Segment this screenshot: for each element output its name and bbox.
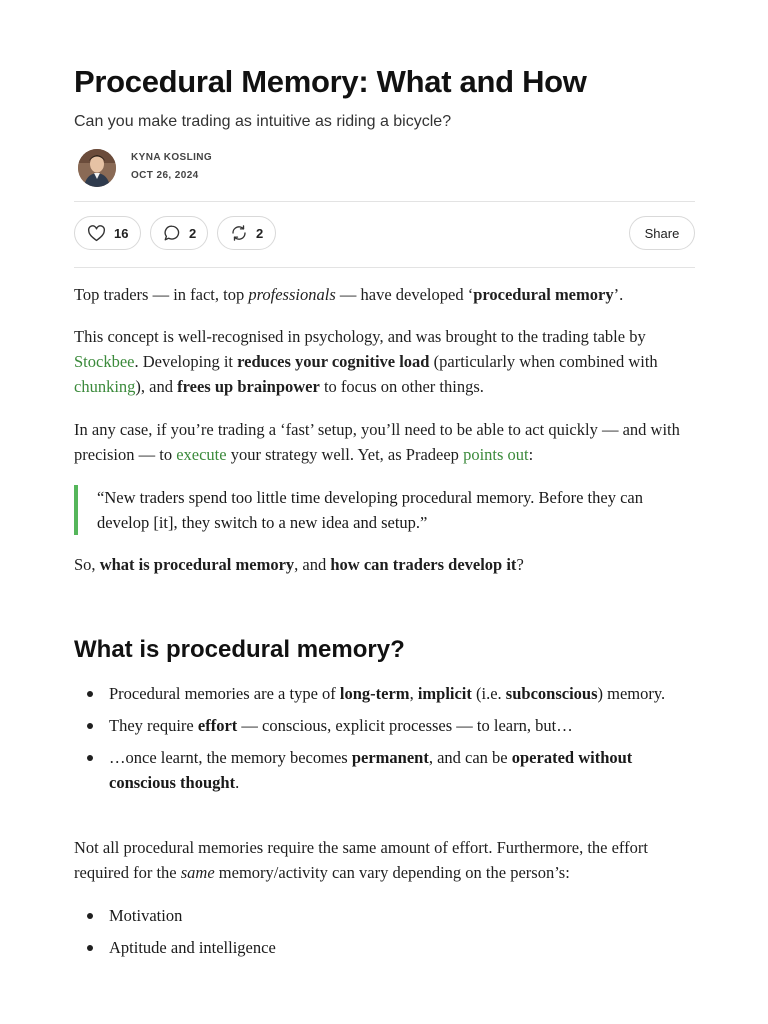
post-date: OCT 26, 2024 [131, 170, 199, 181]
bullet-list-properties [74, 681, 695, 795]
chunking-link[interactable]: chunking [74, 377, 136, 396]
paragraph-effort: Not all procedural memories require the same amount of effort. Furthermore, the effort required for the same memory/activity can vary depending on the person’s: [74, 838, 648, 882]
list-item: …once learnt, the memory becomes permanent, and can be operated without conscious thought. [74, 745, 695, 795]
avatar-image [78, 149, 116, 187]
blockquote [74, 485, 695, 535]
post-subtitle: Can you make trading as intuitive as riding a bicycle? [74, 113, 452, 130]
share-button[interactable]: Share [629, 216, 695, 250]
like-count: 16 [114, 225, 129, 241]
execute-link[interactable]: execute [176, 445, 227, 464]
restack-icon [230, 224, 248, 242]
divider-bottom [74, 267, 695, 268]
list-item: Aptitude and intelligence [74, 935, 695, 960]
list-item: Motivation [74, 903, 695, 928]
restack-button[interactable] [217, 216, 276, 250]
paragraph-fast-setup: In any case, if you’re trading a ‘fast’ setup, you’ll need to be able to act quickly — and with precision — to execute your strategy well. Yet, as Pradeep points out: [74, 420, 680, 464]
comment-icon [163, 224, 181, 242]
bullet-list-factors [74, 903, 695, 967]
quote-text: “New traders spend too little time developing procedural memory. Before they can develop [it], they switch to a new idea and setup.” [97, 488, 643, 532]
comment-button[interactable] [150, 216, 208, 250]
author-name[interactable]: KYNA KOSLING [131, 152, 213, 163]
points-out-link[interactable]: points out [463, 445, 529, 464]
author-avatar[interactable] [78, 149, 116, 187]
divider-top [74, 201, 695, 202]
comment-count: 2 [189, 225, 197, 241]
list-item: Procedural memories are a type of long-term, implicit (i.e. subconscious) memory. [74, 681, 695, 706]
paragraph-question: So, what is procedural memory, and how can traders develop it? [74, 555, 524, 574]
paragraph-intro: Top traders — in fact, top professionals — have developed ‘procedural memory’. [74, 285, 624, 304]
section-heading: What is procedural memory? [74, 636, 405, 663]
like-button[interactable] [74, 216, 141, 250]
restack-count: 2 [256, 225, 264, 241]
list-item: They require effort — conscious, explicit processes — to learn, but… [74, 713, 695, 738]
paragraph-concept: This concept is well-recognised in psychology, and was brought to the trading table by Stockbee. Developing it reduces your cognitive load (particularly when combined with chunking), and frees up brainpower to focus on other things. [74, 327, 658, 396]
stockbee-link[interactable]: Stockbee [74, 352, 135, 371]
post-title: Procedural Memory: What and How [74, 64, 587, 99]
heart-icon [87, 225, 106, 242]
